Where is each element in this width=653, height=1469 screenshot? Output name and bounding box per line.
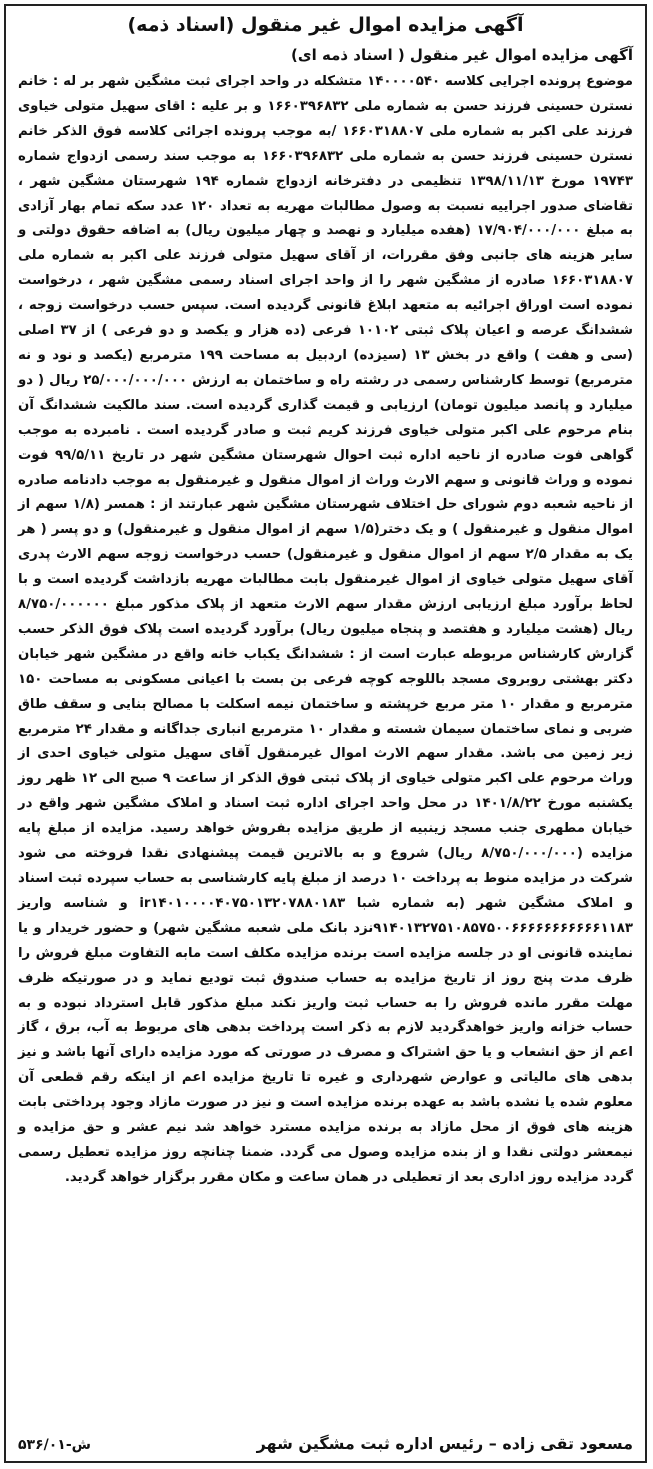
notice-title: آگهی مزایده اموال غیر منقول (اسناد ذمه) bbox=[127, 14, 524, 36]
auction-notice bbox=[4, 4, 647, 1463]
notice-code: ۵۳۶/۰۱-ش bbox=[18, 1437, 91, 1453]
notice-footer bbox=[18, 1434, 633, 1453]
notice-body: موضوع پرونده اجرایی کلاسه ۱۴۰۰۰۰۵۴۰ متشکله در واحد اجرای ثبت مشگین شهر بر له : خانم نسترن حسینی فرزند حسن به شماره ملی ۱۶۶۰۳۹۶۸۳۲ و بر علیه : اقای سهیل متولی خیاوی فرزند علی اکبر به شماره ملی ۱۶۶۰۳۱۸۸۰۷ /به موجب پرونده اجرائی کلاسه فوق الذکر خانم نسترن حسینی فرزند حسن به شماره ملی ۱۶۶۰۳۹۶۸۳۲ به موجب سند رسمی ازدواج شماره ۱۹۷۴۳ مورخ ۱۳۹۸/۱۱/۱۳ تنظیمی در دفترخانه ازدواج شماره ۱۹۴ شهرستان مشگین شهر ، تقاضای صدور اجراییه نسبت به وصول مطالبات مهریه به تعداد ۱۲۰ عدد سکه تمام بهار آزادی به مبلغ ۱۷/۹۰۴/۰۰۰/۰۰۰ (هفده میلیارد و نهصد و چهار میلیون ریال) به اضافه حقوق دولتی و سایر هزینه های جانبی وفق مقررات، از آقای سهیل متولی فرزند علی اکبر به شماره ملی ۱۶۶۰۳۱۸۸۰۷ صادره از مشگین شهر را از واحد اجرای اسناد رسمی مشگین شهر ، درخواست نموده است اوراق اجرائیه به متعهد ابلاغ قانونی گردیده است. سپس حسب درخواست زوجه ، ششدانگ عرصه و اعیان پلاک ثبتی ۱۰۱۰۲ فرعی (ده هزار و یکصد و دو فرعی ) از ۳۷ اصلی (سی و هفت ) واقع در بخش ۱۳ (سیزده) اردبیل به مساحت ۱۹۹ مترمربع (یکصد و نود و نه مترمربع) توسط کارشناس رسمی در رشته راه و ساختمان به ارزش ۲۵/۰۰۰/۰۰۰/۰۰۰ ریال ( دو میلیارد و پانصد میلیون تومان) ارزیابی و قیمت گذاری گردیده است. سند مالکیت ششدانگ آن بنام مرحوم علی اکبر متولی خیاوی فرزند کریم ثبت و صادر گردیده است . نامبرده به موجب گواهی فوت صادره از ناحیه اداره ثبت احوال شهرستان مشگین شهر در تاریخ ۹۹/۵/۱۱ فوت نموده و وراث قانونی و سهم الارث وراث از اموال منقول و غیرمنقول به موجب دادنامه صادره از ناحیه شعبه دوم شورای حل اختلاف شهرستان مشگین شهر عبارتند از : همسر (۱/۸ سهم از اموال منقول و غیرمنقول ) و یک دختر(۱/۵ سهم از اموال منقول و غیرمنقول) و دو پسر ( هر یک به مقدار ۲/۵ سهم از اموال منقول و غیرمنقول) حسب درخواست زوجه سهم الارث پدری آقای سهیل متولی خیاوی از اموال غیرمنقول بابت مطالبات مهریه بازداشت گردیده است و با لحاظ برآورد مبلغ ارزیابی ارزش مقدار سهم الارث متعهد از پلاک مذکور مبلغ ۸/۷۵۰/۰۰۰۰۰۰ ریال (هشت میلیارد و هفتصد و پنجاه میلیون ریال) برآورد گردیده است پلاک فوق الذکر حسب گزارش کارشناس مربوطه عبارت است از : ششدانگ یکباب خانه واقع در مشگین شهر خیابان دکتر بهشتی روبروی مسجد باللوجه کوچه فرعی بن بست با اعیانی مسکونی به مساحت ۱۵۰ مترمربع و مقدار ۱۰ متر مربع خرپشته و ساختمان نیمه اسکلت با مصالح بنایی و سقف طاق ضربی و نمای ساختمان سیمان شسته و مقدار ۱۰ مترمربع انباری جداگانه و مقدار ۲۴ مترمربع زیر زمین می باشد. مقدار سهم الارث اموال غیرمنقول آقای سهیل متولی خیاوی احدی از وراث مرحوم علی اکبر متولی خیاوی از پلاک ثبتی فوق الذکر از ساعت ۹ صبح الی ۱۲ ظهر روز یکشنبه مورخ ۱۴۰۱/۸/۲۲ در محل واحد اجرای اداره ثبت اسناد و املاک مشگین شهر واقع در خیابان مطهری جنب مسجد زینبیه از طریق مزایده بفروش خواهد رسید. مزایده از مبلغ پایه مزایده (۸/۷۵۰/۰۰۰/۰۰۰ ریال) شروع و به بالاترین قیمت پیشنهادی نقدا فروخته می شود شرکت در مزایده منوط به پرداخت ۱۰ درصد از مبلغ پایه کارشناسی به حساب سپرده ثبت اسناد و املاک مشگین شهر (به شماره شبا ir۱۴۰۱۰۰۰۰۴۰۷۵۰۱۳۲۰۷۸۸۰۱۸۳ و شناسه واریز ۹۱۴۰۱۳۲۷۵۱۰۸۵۷۵۰۰۶۶۶۶۶۶۶۶۶۶۶۱۱۸۳نزد بانک ملی شعبه مشگین شهر) و حضور خریدار و یا نماینده قانونی او در جلسه مزایده است برنده مزایده مکلف است مابه التفاوت مبلغ فروش را ظرف مدت پنج روز از تاریخ مزایده به حساب صندوق ثبت تودیع نماید و در صورتیکه ظرف مهلت مقرر مانده فروش را به حساب ثبت واریز نکند مبلغ مذکور قابل استرداد نبوده و به حساب خزانه واریز خواهدگردید لازم به ذکر است پرداخت بدهی های مربوط به آب، برق ، گاز اعم از حق انشعاب و یا حق اشتراک و مصرف در صورتی که مورد مزایده دارای آنها باشد و نیز بدهی های مالیاتی و عوارض شهرداری و غیره تا تاریخ مزایده اعم از اینکه رقم قطعی آن معلوم شده یا نشده باشد به عهده برنده مزایده است و نیز در صورت مازاد وجود پرداختی بابت هزینه های فوق از محل مازاد به برنده مزایده مسترد خواهد شد نیم عشر و حق مزایده و نیمعشر دولتی نقدا و از بنده مزایده وصول می گردد. ضمنا چنانچه روز مزایده تعطیل رسمی گردد مزایده روز اداری بعد از تعطیلی در همان ساعت و مکان مقرر برگزار خواهد گردید. bbox=[18, 74, 634, 1185]
notice-subtitle: آگهی مزایده اموال غیر منقول ( اسناد ذمه ای) bbox=[291, 46, 633, 64]
signature-line: مسعود تقی زاده – رئیس اداره ثبت مشگین شهر bbox=[256, 1434, 633, 1453]
